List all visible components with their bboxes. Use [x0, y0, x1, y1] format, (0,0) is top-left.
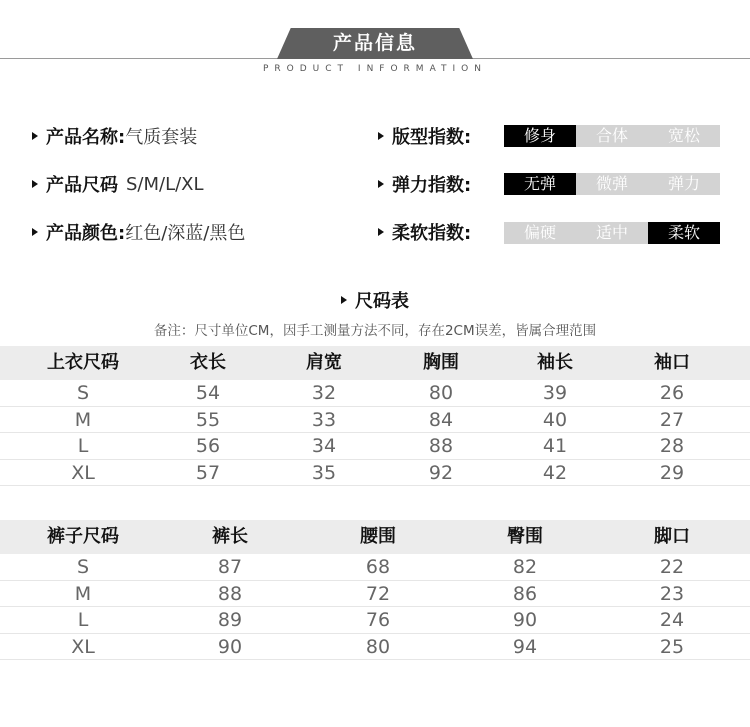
measurement-cell: 72: [365, 582, 391, 605]
measurement-cell: 57: [195, 461, 221, 484]
fit-option: 宽松: [648, 125, 720, 147]
product-name-row: [32, 123, 197, 149]
product-color-value: 红色/深蓝/黑色: [125, 223, 246, 244]
measurement-cell: 41: [542, 435, 568, 457]
softness-option: 适中: [576, 222, 648, 244]
product-name-label: 产品名称:: [46, 127, 126, 148]
column-header: 袖口: [654, 352, 690, 373]
measurement-cell: 32: [311, 382, 337, 404]
product-color-row: [32, 219, 245, 245]
size-cell: XL: [71, 461, 95, 484]
measurement-cell: 42: [542, 461, 568, 484]
size-cell: S: [76, 556, 90, 578]
elasticity-index-label: 弹力指数:: [392, 175, 472, 196]
product-size-row: [32, 171, 204, 197]
measurement-cell: 89: [217, 609, 243, 631]
measurement-cell: 68: [365, 556, 391, 578]
table-header: [0, 520, 750, 554]
table-header: [0, 346, 750, 380]
softness-index-row: [378, 219, 471, 245]
table-row: [0, 607, 750, 634]
elasticity-index-row: [378, 171, 471, 197]
measurement-cell: 33: [311, 408, 337, 431]
softness-index-label: 柔软指数:: [392, 223, 472, 244]
product-size-value: S/M/L/XL: [126, 173, 204, 195]
column-header: 上衣尺码: [47, 352, 119, 373]
size-cell: L: [77, 435, 89, 457]
measurement-cell: 55: [195, 408, 221, 431]
size-chart-note: 备注：尺寸单位CM，因手工测量方法不同，存在2CM误差，皆属合理范围: [153, 323, 597, 339]
measurement-cell: 29: [659, 461, 685, 484]
fit-index-scale: [504, 125, 720, 147]
size-chart-heading: [0, 288, 750, 312]
measurement-cell: 88: [428, 435, 454, 457]
top-size-table: [0, 346, 750, 486]
size-chart-title: 尺码表: [355, 291, 409, 312]
measurement-cell: 54: [195, 382, 221, 404]
elasticity-option: 无弹: [504, 173, 576, 195]
fit-option: 修身: [504, 125, 576, 147]
bullet-triangle-icon: [378, 180, 384, 188]
measurement-cell: 86: [512, 582, 538, 605]
table-row: [0, 433, 750, 460]
measurement-cell: 94: [512, 635, 538, 658]
measurement-cell: 34: [311, 435, 337, 457]
bullet-triangle-icon: [378, 228, 384, 236]
measurement-cell: 27: [659, 408, 685, 431]
measurement-cell: 35: [311, 461, 337, 484]
measurement-cell: 92: [428, 461, 454, 484]
size-cell: S: [76, 382, 90, 404]
bullet-triangle-icon: [341, 296, 347, 304]
elasticity-option: 微弹: [576, 173, 648, 195]
bullet-triangle-icon: [32, 132, 38, 140]
measurement-cell: 88: [217, 582, 243, 605]
table-row: [0, 460, 750, 487]
product-color-label: 产品颜色:: [46, 223, 126, 244]
pants-size-table: [0, 520, 750, 660]
column-header: 胸围: [423, 352, 459, 373]
table-row: [0, 380, 750, 407]
measurement-cell: 39: [542, 382, 568, 404]
bullet-triangle-icon: [32, 180, 38, 188]
measurement-cell: 26: [659, 382, 685, 404]
softness-index-scale: [504, 222, 720, 244]
column-header: 肩宽: [306, 352, 342, 373]
column-header: 袖长: [537, 352, 573, 373]
column-header: 脚口: [654, 526, 690, 547]
measurement-cell: 56: [195, 435, 221, 457]
elasticity-option: 弹力: [648, 173, 720, 195]
column-header: 衣长: [190, 352, 226, 373]
measurement-cell: 80: [365, 635, 391, 658]
measurement-cell: 80: [428, 382, 454, 404]
measurement-cell: 76: [365, 609, 391, 631]
fit-index-label: 版型指数:: [392, 127, 472, 148]
softness-option: 偏硬: [504, 222, 576, 244]
product-name-value: 气质套装: [125, 127, 198, 148]
measurement-cell: 22: [659, 556, 685, 578]
column-header: 裤子尺码: [47, 526, 119, 547]
size-cell: XL: [71, 635, 95, 658]
fit-index-row: [378, 123, 471, 149]
column-header: 裤长: [212, 526, 248, 547]
measurement-cell: 25: [659, 635, 685, 658]
table-row: [0, 407, 750, 434]
page-subtitle: PRODUCT INFORMATION: [262, 64, 488, 74]
measurement-cell: 87: [217, 556, 243, 578]
measurement-cell: 90: [217, 635, 243, 658]
column-header: 腰围: [360, 526, 396, 547]
column-header: 臀围: [507, 526, 543, 547]
measurement-cell: 84: [428, 408, 454, 431]
measurement-cell: 28: [659, 435, 685, 457]
size-cell: M: [74, 408, 92, 431]
measurement-cell: 40: [542, 408, 568, 431]
bullet-triangle-icon: [378, 132, 384, 140]
size-cell: M: [74, 582, 92, 605]
product-size-label: 产品尺码: [46, 175, 118, 196]
size-cell: L: [77, 609, 89, 631]
bullet-triangle-icon: [32, 228, 38, 236]
table-row: [0, 554, 750, 581]
table-row: [0, 634, 750, 661]
fit-option: 合体: [576, 125, 648, 147]
measurement-cell: 90: [512, 609, 538, 631]
measurement-cell: 24: [659, 609, 685, 631]
softness-option: 柔软: [648, 222, 720, 244]
measurement-cell: 23: [659, 582, 685, 605]
page-title: 产品信息: [332, 32, 417, 54]
measurement-cell: 82: [512, 556, 538, 578]
table-row: [0, 581, 750, 608]
elasticity-index-scale: [504, 173, 720, 195]
